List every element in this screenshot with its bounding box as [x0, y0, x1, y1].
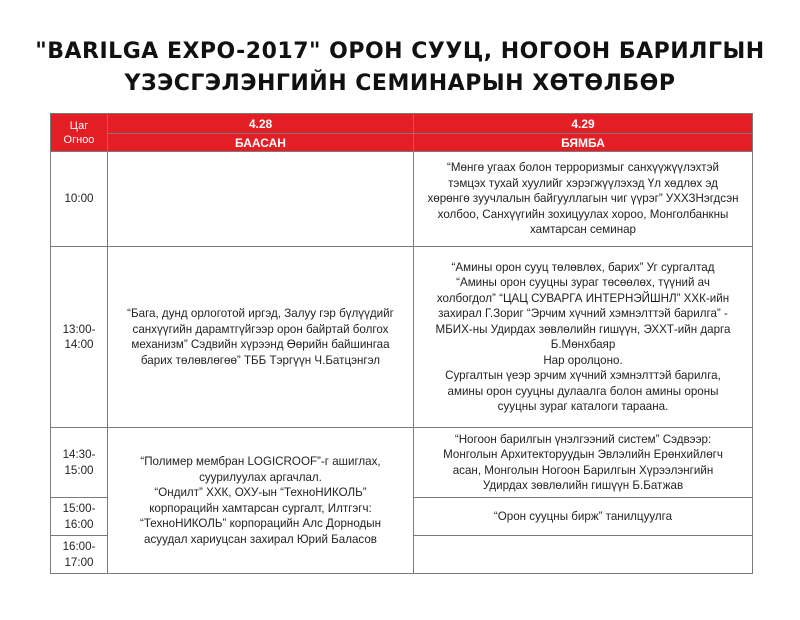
time-header-label: Цаг — [69, 119, 89, 132]
time-cell — [51, 428, 108, 498]
event-cell — [414, 428, 753, 498]
event-line: “Мөнгө угаах болон терроризмыг санхүүжүүлэхтэй — [446, 161, 720, 175]
event-line: “Бага, дунд орлоготой иргэд, Залуу гэр бүлүүдийг — [127, 307, 394, 320]
event-line: санхүүгийн дарамтгүйгээр орон байртай болгох — [132, 322, 389, 336]
title-line-2: ҮЗЭСГЭЛЭНГИЙН СЕМИНАРЫН ХӨТӨЛБӨР — [124, 71, 676, 96]
event-line: МБИХ-ны Удирдах зөвлөлийн гишүүн, ЭХХТ-ийн дарга — [435, 322, 731, 336]
event-line: “Полимер мембран LOGICROOF”-г ашиглах, — [140, 455, 381, 468]
event-line: холбоо, Санхүүгийн зохицуулах хороо, Монголбанкны — [437, 207, 729, 221]
time-line: 16:00 — [64, 517, 94, 531]
table-row — [51, 152, 753, 247]
event-line: “Амины орон сууц төлөвлөх, барих” Уг сургалтад — [451, 260, 715, 274]
time-line: 15:00- — [62, 502, 96, 515]
event-line: холбогдол” “ЦАЦ СУВАРГА ИНТЕРНЭЙШНЛ” ХХК-ийн — [436, 291, 730, 305]
event-cell — [414, 152, 753, 247]
event-cell — [414, 498, 753, 536]
event-line: Монголын Архитекторуудын Эвлэлийн Ерөнхийлөгч — [443, 448, 723, 461]
time-line: 17:00 — [64, 555, 94, 569]
date-header-label: Огноо — [63, 133, 95, 146]
event-line: Б.Мөнхбаяр — [550, 338, 616, 351]
event-line: “Ондилт” ХХК, ОХУ-ын “ТехноНИКОЛЬ” — [154, 486, 367, 499]
time-line: 15:00 — [64, 463, 94, 477]
event-line: хөрөнгө зуучлалын байгууллагын чиг үүрэг” УХХЗНэгдсэн — [427, 192, 739, 206]
time-line: 10:00 — [64, 192, 94, 206]
event-cell — [414, 247, 753, 428]
event-line: “Амины орон сууцны зураг төсөөлөх, түүний ач — [456, 276, 710, 289]
day2-weekday-header: БЯМБА — [414, 134, 753, 152]
table-row — [51, 428, 753, 498]
event-line: асуудал хариуцсан захирал Юрий Баласов — [144, 532, 377, 546]
event-line: “Ногоон барилгын үнэлгээний систем” Сэдвээр: — [454, 432, 712, 446]
event-line: корпорацийн хамтарсан сургалт, Илтгэгч: — [149, 501, 372, 515]
time-line: 14:00 — [64, 338, 94, 351]
title-line-1: "BARILGA EXPO-2017" ОРОН СУУЦ, НОГООН БАРИЛГЫН — [35, 39, 765, 64]
seminar-schedule-table — [50, 113, 753, 574]
day1-date-header: 4.28 — [108, 114, 414, 134]
time-line: 13:00- — [62, 322, 96, 336]
event-line: сууцны зураг каталоги тараана. — [497, 400, 669, 413]
event-line: механизм” Сэдвийн хүрээнд Өөрийн байшингаа — [131, 338, 390, 351]
event-line: Нар оролцоно. — [543, 353, 623, 367]
time-line: 14:30- — [62, 448, 96, 461]
time-cell — [51, 247, 108, 428]
table-row — [51, 247, 753, 428]
day1-weekday-header: БААСАН — [108, 134, 414, 152]
day2-date-header: 4.29 — [414, 114, 753, 134]
event-cell — [108, 247, 414, 428]
time-date-header-cell — [51, 114, 108, 152]
event-line: тэмцэх тухай хуулийг хэрэгжүүлэхэд Үл хөдлөх эд — [448, 176, 718, 190]
event-line: асан, Монголын Ногоон Барилгын Хүрээлэнгийн — [452, 463, 714, 477]
event-line: амины орон сууцны дулаалга болон амины ороны — [447, 384, 719, 398]
time-cell — [51, 536, 108, 574]
event-line: захирал Г.Зориг “Эрчим хүчний хэмнэлттэй барилга” - — [438, 307, 728, 320]
event-line: “ТехноНИКОЛЬ” корпорацийн Алс Дорнодын — [139, 517, 382, 530]
empty-event-cell — [108, 152, 414, 247]
event-cell — [108, 428, 414, 574]
time-line: 16:00- — [62, 540, 96, 553]
event-line: хамтарсан семинар — [529, 223, 637, 237]
event-line: Сургалтын үеэр эрчим хүчний хэмнэлттэй барилга, — [445, 369, 721, 382]
time-cell — [51, 498, 108, 536]
event-line: Удирдах зөвлөлийн гишүүн Б.Батжав — [482, 479, 684, 492]
page-title — [0, 36, 800, 100]
event-line: барих төлөвлөгөө” ТББ Тэргүүн Ч.Батцэнгэл — [140, 353, 381, 367]
event-line: “Орон сууцны бирж” танилцуулга — [493, 509, 673, 523]
event-line: суурилуулах аргачлал. — [199, 470, 322, 484]
empty-event-cell — [414, 536, 753, 574]
time-cell — [51, 152, 108, 247]
